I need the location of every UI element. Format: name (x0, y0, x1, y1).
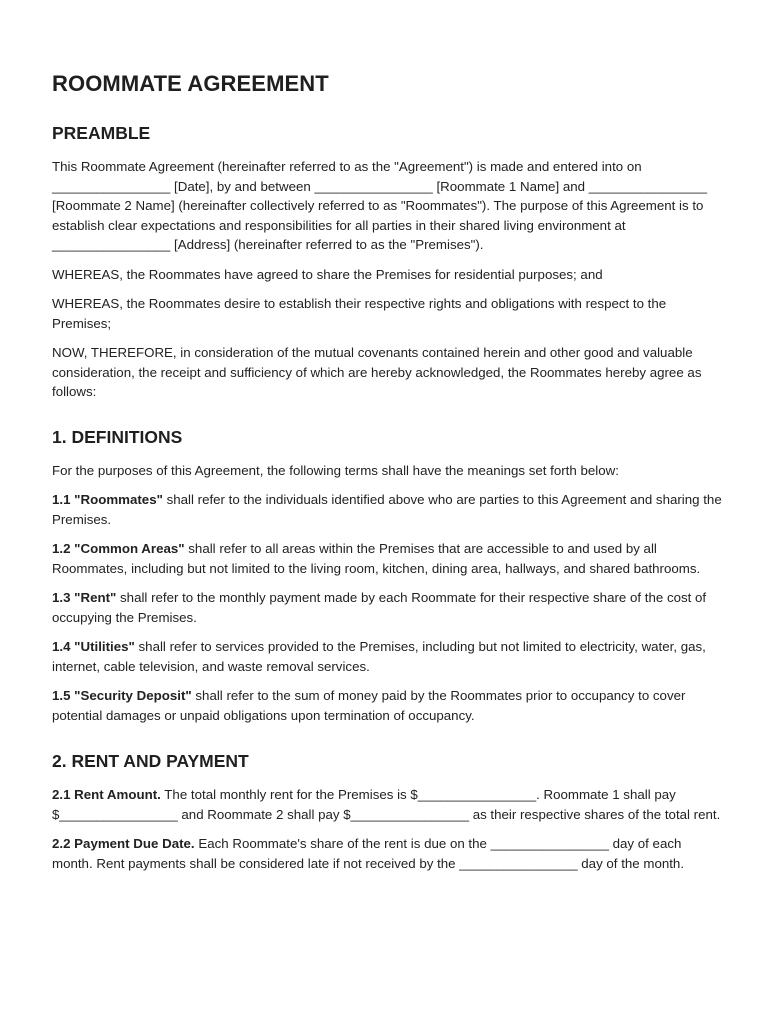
definition-term: 1.4 "Utilities" (52, 639, 135, 654)
definition-item-utilities (52, 637, 722, 676)
definition-text: shall refer to the sum of money paid by the Roommates prior to occupancy to cover potential damages or unpaid obligations upon termination of occupancy. (52, 688, 686, 723)
now-therefore-paragraph: NOW, THEREFORE, in consideration of the mutual covenants contained herein and other good and valuable consideration, the receipt and sufficiency of which are hereby acknowledged, the Roommates hereby agree as follows: (52, 345, 702, 399)
definition-term: 1.1 "Roommates" (52, 492, 163, 507)
clause-term: 2.1 Rent Amount. (52, 787, 161, 802)
definition-text: shall refer to all areas within the Premises that are accessible to and used by all Roommates, including but not limited to the living room, kitchen, dining area, hallways, and shared bathrooms. (52, 541, 701, 576)
whereas-paragraph-2: WHEREAS, the Roommates desire to establish their respective rights and obligations with respect to the Premises; (52, 296, 667, 331)
definition-item-roommates (52, 490, 722, 529)
definition-text: shall refer to the individuals identified above who are parties to this Agreement and sharing the Premises. (52, 492, 722, 527)
document-page (52, 70, 722, 873)
preamble-heading: PREAMBLE (52, 123, 151, 143)
definition-term: 1.5 "Security Deposit" (52, 688, 192, 703)
definitions-heading: 1. DEFINITIONS (52, 426, 183, 447)
definition-item-rent (52, 588, 722, 627)
rent-payment-heading: 2. RENT AND PAYMENT (52, 751, 249, 771)
whereas-paragraph-1: WHEREAS, the Roommates have agreed to share the Premises for residential purposes; and (52, 266, 603, 282)
clause-term: 2.2 Payment Due Date. (52, 836, 195, 851)
definition-text: shall refer to services provided to the Premises, including but not limited to electricity, water, gas, internet, cable television, and waste removal services. (52, 639, 706, 674)
definition-item-security-deposit (52, 686, 722, 725)
document-title: ROOMMATE AGREEMENT (52, 71, 329, 96)
definition-term: 1.3 "Rent" (52, 590, 117, 605)
preamble-intro-paragraph: This Roommate Agreement (hereinafter referred to as the "Agreement") is made and entered into on ________________ [Date], by and between ________________ [Roommate 1 Name] and ________________ [Roommate 2 Name] (hereinafter collectively referred to as "Roommates"). The purpose of this Agreement is to establish clear expectations and responsibilities for all parties in their shared living environment at ________________ [Address] (hereinafter referred to as the "Premises"). (52, 159, 708, 252)
clause-text: The total monthly rent for the Premises is $________________. Roommate 1 shall pay $________________ and Roommate 2 shall pay $________________ as their respective shares of the total rent. (52, 787, 721, 822)
rent-amount-paragraph (52, 785, 722, 824)
definitions-intro-paragraph: For the purposes of this Agreement, the following terms shall have the meanings set forth below: (52, 462, 619, 478)
payment-due-date-paragraph (52, 834, 722, 873)
definition-item-common-areas (52, 539, 722, 578)
clause-text: Each Roommate's share of the rent is due on the ________________ day of each month. Rent payments shall be considered late if not received by the ________________ day of the month. (52, 836, 685, 871)
definition-text: shall refer to the monthly payment made by each Roommate for their respective share of the cost of occupying the Premises. (52, 590, 707, 625)
definition-term: 1.2 "Common Areas" (52, 541, 185, 556)
